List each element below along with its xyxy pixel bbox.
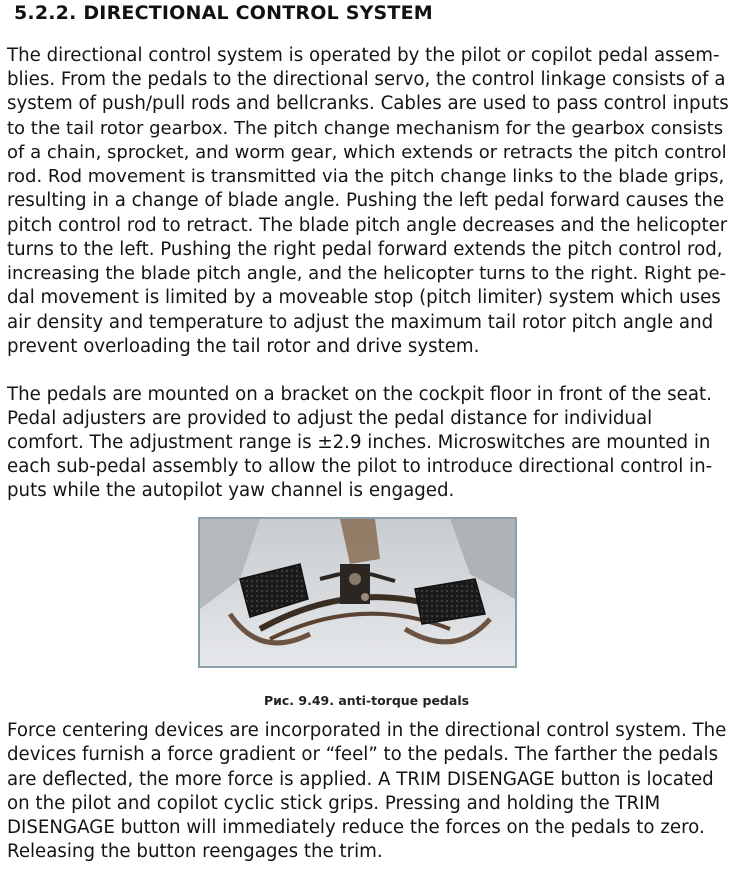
figure-caption: Рис. 9.49. anti-torque pedals bbox=[263, 693, 470, 708]
linkage-bolt bbox=[361, 593, 369, 601]
paragraph-line: devices furnish a force gradient or “feel” to the pedals. The farther the pedals bbox=[7, 744, 719, 765]
paragraph-line: each sub-pedal assembly to allow the pilot to introduce directional control in- bbox=[7, 456, 713, 477]
paragraph-line: air density and temperature to adjust the maximum tail rotor pitch angle and bbox=[7, 312, 714, 333]
paragraph-line: The pedals are mounted on a bracket on the cockpit floor in front of the seat. bbox=[7, 384, 712, 405]
paragraph-line: puts while the autopilot yaw channel is engaged. bbox=[7, 480, 455, 501]
paragraph-line: on the pilot and copilot cyclic stick grips. Pressing and holding the TRIM bbox=[7, 793, 661, 814]
pedals-illustration bbox=[200, 519, 515, 666]
paragraph-line: DISENGAGE button will immediately reduce the forces on the pedals to zero. bbox=[7, 817, 705, 838]
paragraph-line: system of push/pull rods and bellcranks. Cables are used to pass control inputs bbox=[7, 93, 729, 114]
paragraph-line: increasing the blade pitch angle, and the helicopter turns to the right. Right pe- bbox=[7, 263, 727, 284]
paragraph-line: The directional control system is operated by the pilot or copilot pedal assem- bbox=[7, 45, 720, 66]
paragraph-line: pitch control rod to retract. The blade pitch angle decreases and the helicopter bbox=[7, 215, 728, 236]
paragraph-line: dal movement is limited by a moveable stop (pitch limiter) system which uses bbox=[7, 287, 721, 308]
paragraph-line: Releasing the button reengages the trim. bbox=[7, 841, 383, 862]
paragraph-line: to the tail rotor gearbox. The pitch change mechanism for the gearbox consists bbox=[7, 118, 724, 139]
paragraph-line: of a chain, sprocket, and worm gear, which extends or retracts the pitch control bbox=[7, 142, 727, 163]
paragraph-line: rod. Rod movement is transmitted via the pitch change links to the blade grips, bbox=[7, 166, 725, 187]
paragraph-line: prevent overloading the tail rotor and drive system. bbox=[7, 336, 480, 357]
paragraph-line: Pedal adjusters are provided to adjust the pedal distance for individual bbox=[7, 408, 653, 429]
paragraph-line: are deflected, the more force is applied. A TRIM DISENGAGE button is located bbox=[7, 769, 714, 790]
section-heading: 5.2.2. DIRECTIONAL CONTROL SYSTEM bbox=[14, 2, 433, 24]
linkage-pivot bbox=[349, 573, 361, 585]
paragraph-line: resulting in a change of blade angle. Pushing the left pedal forward causes the bbox=[7, 190, 725, 211]
pedals-photo bbox=[198, 517, 517, 668]
paragraph-line: turns to the left. Pushing the right pedal forward extends the pitch control rod, bbox=[7, 239, 723, 260]
paragraph-line: comfort. The adjustment range is ±2.9 inches. Microswitches are mounted in bbox=[7, 432, 711, 453]
paragraph-line: Force centering devices are incorporated in the directional control system. The bbox=[7, 720, 727, 741]
paragraph-line: blies. From the pedals to the directional servo, the control linkage consists of a bbox=[7, 69, 726, 90]
